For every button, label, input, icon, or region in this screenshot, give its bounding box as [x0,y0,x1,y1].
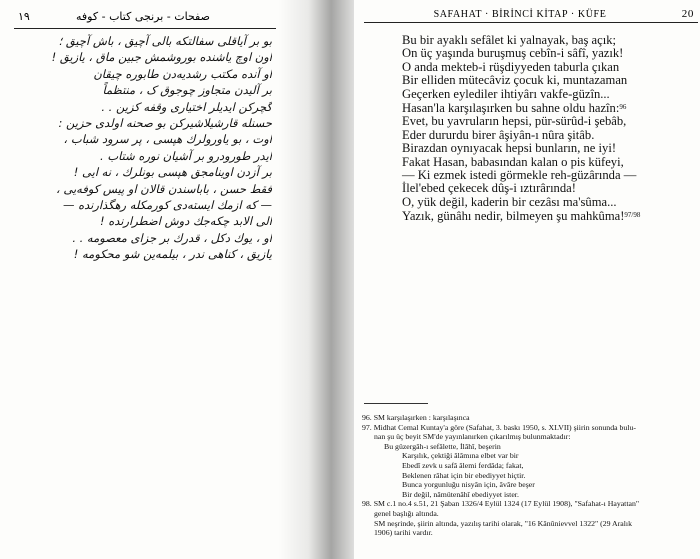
footnote-ref: 97/98 [624,211,641,220]
ottoman-line: الی الابد چکه‌جك دوش اضطرارنده ! [99,214,272,229]
right-page-header [370,9,700,23]
poem-line [402,209,640,223]
footnote-line: 98. SM c.1 no.4 s.51, 21 Şaban 1326/4 Eylül 1324 (17 Eylül 1908), "Safahat-ı Hayattan" [362,499,640,509]
footnote-line: 97. Midhat Cemal Kuntay'a göre (Safahat, 3. baskı 1950, s. XLVII) şiirin sonunda bulu- [362,422,636,432]
ottoman-line: فقط حسن ، باباسندن قالان او پیس کوفه‌یی ، [56,181,272,196]
left-header-rule [14,28,276,29]
ottoman-line: حسنله قارشیلاشیرکن بو صحنه اولدی حزین : [58,116,272,131]
turkish-poem [402,34,640,224]
poem-line: Bu bir ayaklı sefâlet ki yalnayak, baş açık; [402,33,617,47]
poem-line: Bir elliden mütecâviz çocuk ki, muntazaman [402,73,628,88]
footnote-line: Bu güzergâh-ı sefâlette, İlâhî, beşerin [384,441,501,451]
footnote-line: 1906) tarihi vardır. [374,528,433,538]
poem-line: On üç yaşında buruşmuş cebîn-i sâfî, yazık! [402,46,624,61]
ottoman-line: اوت ، بو یاورولرك هپسی ، پر سرود شباب ، [63,132,272,147]
left-page-number: ١٩ [18,10,30,23]
left-page-header [18,10,268,26]
left-header-title: صفحات - برنجی کتاب - کوفه [76,10,210,23]
ottoman-line: یازیق ، کناهی ندر ، بیلمه‌ین شو محکومه ! [73,247,272,262]
poem-line: — Ki ezmek istedi görmekle reh-güzârında — [402,168,637,183]
footnote-line: Bunca yorgunluğu nisyân için, âvâre beşer [402,480,535,490]
footnotes [362,413,700,538]
poem-line: Evet, bu yavruların hepsi, pür-sürûd-i şebâb, [402,114,627,129]
footnote-rule [364,403,428,404]
poem-line-text: Hasan'la karşılaşırken bu sahne oldu hazîn: [402,101,620,116]
footnote-line: genel başlığı altında. [374,508,439,518]
ottoman-line: ایدر طورودرو بر آشیان نوره شتاب . [100,148,272,163]
poem-line: O anda mekteb-i rüşdiyyeden taburla çıkan [402,59,620,74]
book-gutter-shadow [278,0,354,559]
footnote-line: Karşılık, çektiği âlâmına elbet var bir [402,451,519,461]
footnote-line: nan şu üç beyit SM'de yayınlanırken çıkarılmış bulunmaktadır: [374,432,571,442]
ottoman-poem [14,33,272,263]
footnote-ref: 96 [619,103,627,112]
ottoman-line: گچرکن ایدیلر اختیاری وقفه کزین . . [101,99,272,114]
poem-line: Fakat Hasan, babasından kalan o pis küfeyi, [402,154,624,169]
right-page-number: 20 [681,8,694,20]
poem-line-text: Yazık, günâhı nedir, bilmeyen şu mahkûma! [402,209,625,224]
ottoman-line: او ، یوك دكل ، قدرك بر جزای معصومه . . [72,230,272,245]
poem-line: İlel'ebed çekecek dûş-i ıztırârında! [402,181,576,196]
poem-line: O, yük değil, kaderin bir cezâsı ma'sûma... [402,194,617,209]
right-page [350,0,700,559]
right-header-rule [364,22,698,23]
footnote-line: Beklenen râhat için bir ebediyyet hiçtir. [402,470,526,480]
poem-line [402,101,640,115]
ottoman-line: بو بر آیاقلی سفالتکه بالی آچیق ، باش آچیق ؛ [58,34,272,48]
ottoman-line: — كه ازمك ایسته‌دی کورمكله رهگذارنده — [62,198,272,213]
poem-line: Geçerken eylediler ihtiyârı vakfe-güzîn... [402,86,610,101]
right-header-title: SAFAHAT · BİRİNCİ KİTAP · KÜFE [433,9,607,20]
footnote-line: SM neşrinde, şiirin altında, yazılış tarihi olarak, "16 Kânûnievvel 1322" (29 Aralık [374,518,632,528]
ottoman-line: او آنده مکتب رشدیه‌دن طابوره چیقان [93,66,272,81]
ottoman-line: بر آلیدن متجاوز چوجوق ک ، منتظماً [102,83,272,98]
poem-line: Eder dururdu birer âşiyân-ı nûra şitâb. [402,127,595,142]
ottoman-line: اون اوچ یاشنده بوروشمش جبین ماق ، یازیق ! [51,50,272,65]
footnote-line: 96. SM karşılaşırken : karşılaşınca [362,413,470,422]
footnote-line: Bir değil, nâmütenâhî ebediyyet ister. [402,489,519,499]
footnote-line: Ebedî zevk u safâ âlemi ferdâda; fakat, [402,460,524,470]
poem-line: Birazdan oynıyacak hepsi bunların, ne iyi! [402,141,617,156]
ottoman-line: بر آزدن اوینامجق هپسی بونلرك ، نه ایی ! [73,165,272,180]
